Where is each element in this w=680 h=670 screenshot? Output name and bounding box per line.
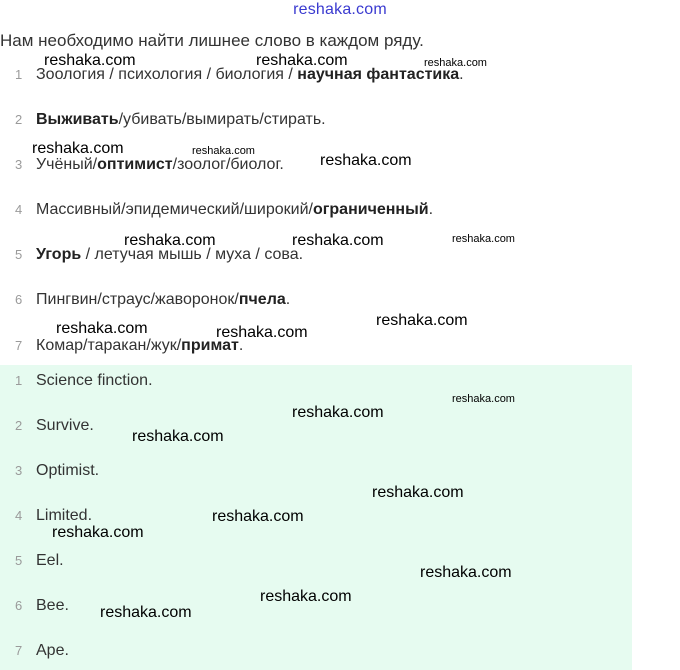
watermark: reshaka.com xyxy=(260,588,352,605)
watermark: reshaka.com xyxy=(320,152,412,169)
watermark: reshaka.com xyxy=(44,52,136,69)
question-number: 6 xyxy=(15,292,23,307)
question-number: 7 xyxy=(15,338,23,353)
watermark: reshaka.com xyxy=(376,312,468,329)
watermark: reshaka.com xyxy=(216,324,308,341)
answer-number: 4 xyxy=(15,508,23,523)
intro-text: Нам необходимо найти лишнее слово в каждом ряду. xyxy=(0,31,424,50)
answer-number: 5 xyxy=(15,553,23,568)
answer-number: 7 xyxy=(15,643,23,658)
question-number: 4 xyxy=(15,202,23,217)
watermark: reshaka.com xyxy=(452,393,515,405)
watermark: reshaka.com xyxy=(452,233,515,245)
question-number: 5 xyxy=(15,247,23,262)
answer-text: Bee. xyxy=(36,597,69,614)
question-text: Массивный/эпидемический/широкий/ограниченный. xyxy=(36,201,434,218)
answer-text: Optimist. xyxy=(36,462,100,479)
site-header-link[interactable]: reshaka.com xyxy=(293,1,387,18)
answer-number: 1 xyxy=(15,373,23,388)
watermark: reshaka.com xyxy=(424,57,487,69)
answer-text: Survive. xyxy=(36,417,94,434)
question-text: Пингвин/страус/жаворонок/пчела. xyxy=(36,291,291,308)
watermark: reshaka.com xyxy=(124,232,216,249)
answer-text: Limited. xyxy=(36,507,93,524)
watermark: reshaka.com xyxy=(212,508,304,525)
answer-text: Eel. xyxy=(36,552,64,569)
watermark: reshaka.com xyxy=(100,604,192,621)
watermark: reshaka.com xyxy=(420,564,512,581)
question-text: Выживать/убивать/вымирать/стирать. xyxy=(36,111,326,128)
question-text: Зоология / психология / биология / научная фантастика. xyxy=(36,66,464,83)
answer-text: Science finction. xyxy=(36,372,153,389)
watermark: reshaka.com xyxy=(256,52,348,69)
question-text: Учёный/оптимист/зоолог/биолог. xyxy=(36,156,284,173)
watermark: reshaka.com xyxy=(56,320,148,337)
question-number: 2 xyxy=(15,112,23,127)
question-number: 1 xyxy=(15,67,23,82)
watermark: reshaka.com xyxy=(192,145,255,157)
watermark: reshaka.com xyxy=(292,232,384,249)
watermark: reshaka.com xyxy=(132,428,224,445)
answer-number: 3 xyxy=(15,463,23,478)
answer-text: Ape. xyxy=(36,642,69,659)
watermark: reshaka.com xyxy=(52,524,144,541)
answer-number: 2 xyxy=(15,418,23,433)
answer-number: 6 xyxy=(15,598,23,613)
question-number: 3 xyxy=(15,157,23,172)
watermark: reshaka.com xyxy=(32,140,124,157)
watermark: reshaka.com xyxy=(292,404,384,421)
watermark: reshaka.com xyxy=(372,484,464,501)
question-text: Угорь / летучая мышь / муха / сова. xyxy=(36,246,304,263)
question-text: Комар/таракан/жук/примат. xyxy=(36,337,244,354)
